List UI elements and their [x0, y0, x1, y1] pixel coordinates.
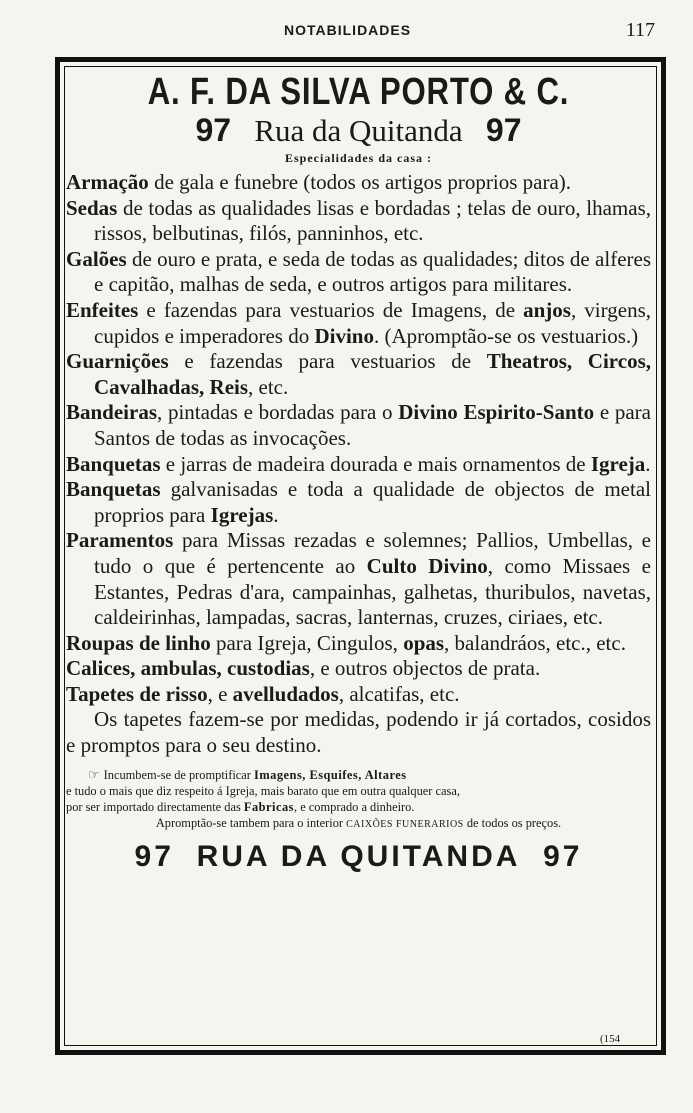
entry-head: Roupas de linho [66, 630, 211, 655]
entry-bold: Igrejas [210, 502, 274, 527]
note-text: , e comprado a dinheiro. [294, 799, 415, 814]
entry-text: , e outros objectos de prata. [309, 656, 541, 681]
entry-head: Paramentos [66, 528, 174, 553]
note-line-2: e tudo o mais que diz respeito á Igreja, mais barato que em outra qualquer casa, [66, 783, 460, 798]
entry-tapetes [66, 682, 651, 708]
entry-bold: Theatros, Circos, Cavalhadas, Reis [94, 349, 651, 399]
entry-bold: opas [403, 630, 445, 655]
notes-block [66, 767, 651, 833]
entry-enfeites [66, 298, 651, 349]
entry-head: Sedas [66, 195, 118, 220]
note-text: por ser importado directamente das [66, 799, 244, 814]
note-smallcaps: CAIXÕES FUNERARIOS [346, 818, 464, 830]
firm-name: A. F. DA SILVA PORTO & C. [147, 71, 570, 113]
entry-bold: Culto Divino [366, 553, 488, 578]
entry-bold: Divino [314, 323, 374, 348]
entry-bold: anjos [523, 297, 571, 322]
entry-text: , alcatifas, etc. [338, 681, 460, 706]
note-text: Apromptão-se tambem para o interior [155, 815, 347, 830]
specialties-label: Especialidades da casa : [284, 151, 432, 165]
footer-number-right: 97 [543, 839, 583, 873]
entry-head: Galões [66, 246, 127, 271]
pointing-hand-icon: ☞ [88, 766, 100, 782]
footer-address [66, 839, 651, 875]
entry-bold: avelludados [232, 681, 339, 706]
entry-roupas [66, 631, 651, 657]
running-title: NOTABILIDADES [284, 22, 412, 38]
running-head [0, 19, 693, 44]
entry-galoes [66, 247, 651, 298]
entry-head: Guarnições [66, 349, 169, 374]
entry-sedas [66, 196, 651, 247]
entry-head: Armação [66, 170, 149, 194]
entry-text: e fazendas para vestuarios de Imagens, de [138, 297, 524, 322]
entry-text: e fazendas para vestuarios de [168, 349, 487, 374]
entry-text: para Igreja, Cingulos, [210, 630, 404, 655]
entry-text: , virgens, cupidos e imperadores do [94, 297, 651, 348]
entry-calices [66, 656, 651, 682]
entry-bold: Divino Espirito-Santo [398, 400, 595, 425]
closing-paragraph: Os tapetes fazem-se por medidas, podendo ir já cortados, cosidos e promptos para o seu destino. [66, 707, 651, 758]
page-number: 117 [625, 19, 655, 41]
entry-text: galvanisadas e toda a qualidade de objectos de metal proprios para [94, 477, 651, 527]
note-bold: Fabricas [243, 799, 295, 814]
entry-text: , como Missaes e Estantes, Pedras d'ara, campainhas, galhetas, thuribulos, navetas, caldeirinhas, lampadas, sacras, lanternas, cruzes, ciriaes, etc. [94, 553, 651, 630]
entry-head: Tapetes de risso [66, 681, 208, 706]
entry-text: , pintadas e bordadas para o [157, 400, 399, 425]
advertisement-body [66, 72, 651, 875]
note-text: Incumbem-se de promptificar [103, 767, 255, 782]
entry-text: . [273, 502, 279, 527]
footer-number-left: 97 [134, 839, 174, 873]
note-line-4 [66, 815, 651, 833]
entry-paramentos [66, 528, 651, 630]
entry-text: de todas as qualidades lisas e bordadas ; telas de ouro, lhamas, rissos, belbutinas, filós, panninhos, etc. [94, 195, 651, 246]
entry-text: de gala e funebre (todos os artigos proprios para). [148, 170, 572, 194]
entry-banquetas-galvanisadas [66, 477, 651, 528]
entry-text: para Missas rezadas e solemnes; Pallios, Umbellas, e tudo o que é pertencente ao [94, 528, 651, 578]
entry-text: . (Apromptão-se os vestuarios.) [373, 323, 639, 348]
entry-text: , etc. [248, 374, 289, 399]
entry-banquetas-madeira [66, 452, 651, 478]
entry-text: e para Santos de todas as invocações. [94, 400, 651, 450]
footer-street: RUA DA QUITANDA [196, 839, 521, 873]
entry-head: Enfeites [66, 297, 139, 322]
note-text: de todos os preços. [463, 815, 562, 830]
entry-head: Calices, ambulas, custodias [66, 656, 310, 681]
entry-head: Bandeiras [66, 400, 158, 425]
entry-text: de ouro e prata, e seda de todas as qualidades; ditos de alferes e capitão, malhas de seda, e outros artigos para militares. [94, 246, 651, 297]
address-number-right: 97 [485, 112, 522, 148]
note-line-3 [66, 799, 651, 815]
entry-armacao [66, 170, 651, 196]
note-bold: Imagens, Esquifes, Altares [254, 767, 407, 782]
entry-guarnicoes [66, 349, 651, 400]
entry-text: . [645, 451, 651, 476]
entry-bandeiras [66, 400, 651, 451]
entry-bold: Igreja [590, 451, 646, 476]
address-street: Rua da Quitanda [254, 113, 463, 148]
entry-text: , e [207, 681, 233, 706]
note-line-1 [66, 767, 651, 783]
entry-head: Banquetas [66, 477, 161, 502]
entry-head: Banquetas [66, 451, 161, 476]
entry-text: , balandráos, etc., etc. [444, 630, 626, 655]
address-number-left: 97 [195, 112, 232, 148]
address-line [66, 112, 651, 149]
entry-text: e jarras de madeira dourada e mais ornamentos de [160, 451, 591, 476]
ad-number: (154 [600, 1033, 621, 1045]
